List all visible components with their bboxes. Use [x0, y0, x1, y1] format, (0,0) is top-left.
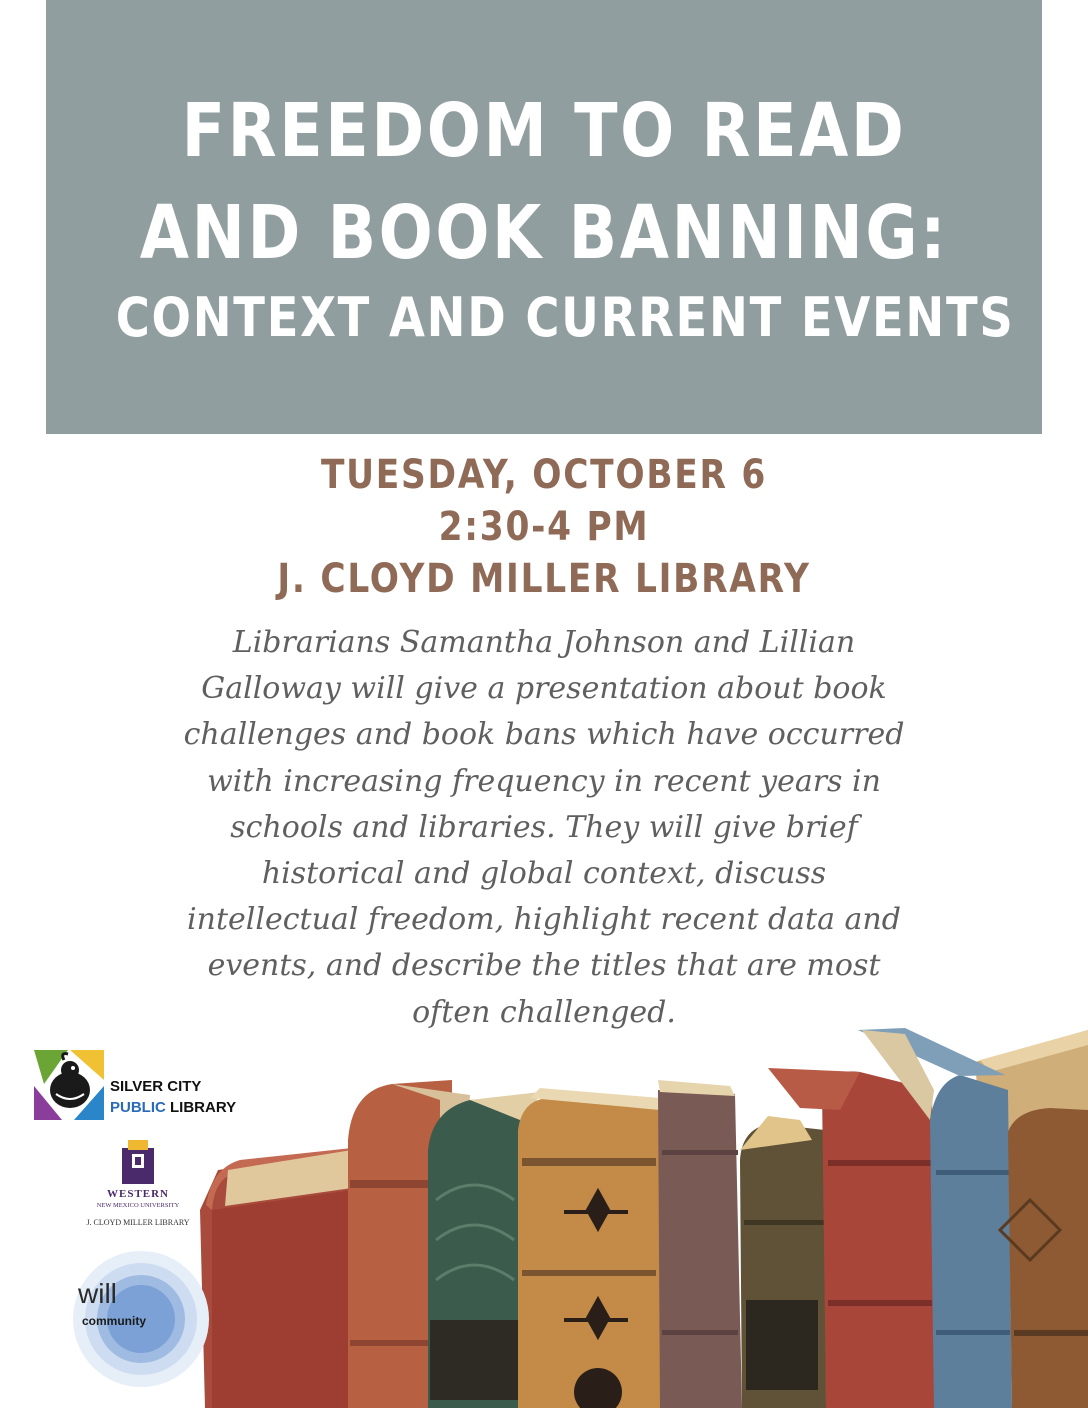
- tower-icon: [122, 1140, 154, 1184]
- description-line: challenges and book bans which have occurred: [183, 717, 905, 753]
- book-tan: [518, 1088, 660, 1408]
- description-line: Galloway will give a presentation about book: [201, 671, 887, 707]
- will-label: will: [78, 1278, 117, 1309]
- wnmu-subname: NEW MEXICO UNIVERSITY: [96, 1202, 180, 1209]
- public-label: PUBLIC: [110, 1099, 166, 1116]
- event-description: [110, 620, 978, 1036]
- wnmu-library-name: J. CLOYD MILLER LIBRARY: [86, 1218, 190, 1227]
- title-line-1: FREEDOM TO READ: [181, 88, 907, 174]
- library-label: LIBRARY: [165, 1099, 237, 1116]
- book-far-right-back: [975, 1030, 1088, 1180]
- book-green: [428, 1092, 540, 1408]
- title-banner: [46, 0, 1042, 434]
- description-line: with increasing frequency in recent years in: [207, 763, 881, 799]
- description-line: intellectual freedom, highlight recent data and: [187, 902, 901, 938]
- wnmu-name: WESTERN: [106, 1188, 170, 1200]
- description-line: often challenged.: [412, 994, 676, 1030]
- book-blue: [858, 1028, 1012, 1408]
- subtitle: CONTEXT AND CURRENT EVENTS: [115, 286, 1015, 349]
- book-brown-right: [1000, 1108, 1088, 1408]
- title-line-2: AND BOOK BANNING:: [139, 190, 949, 276]
- book-olive: [740, 1116, 826, 1408]
- quail-bird-icon: [34, 1050, 104, 1120]
- event-time: 2:30-4 PM: [438, 504, 650, 550]
- book-taupe: [658, 1080, 742, 1408]
- description-line: events, and describe the titles that are most: [207, 948, 881, 984]
- wnmu-library-logo: [76, 1140, 200, 1236]
- silver-city-library-logo: [34, 1046, 254, 1124]
- description-line: schools and libraries. They will give brief: [230, 809, 858, 845]
- community-label: community: [82, 1314, 147, 1328]
- description-line: historical and global context, discuss: [261, 856, 827, 892]
- book-rust: [348, 1080, 470, 1408]
- event-date: TUESDAY, OCTOBER 6: [320, 452, 768, 498]
- book-red-tall: [768, 1068, 935, 1408]
- description-line: Librarians Samantha Johnson and Lillian: [232, 625, 856, 660]
- public-library-label: [110, 1099, 236, 1116]
- silver-city-label: SILVER CITY: [110, 1078, 202, 1095]
- book-red-left: [200, 1148, 352, 1408]
- event-location: J. CLOYD MILLER LIBRARY: [277, 556, 811, 602]
- will-community-logo: [72, 1250, 210, 1388]
